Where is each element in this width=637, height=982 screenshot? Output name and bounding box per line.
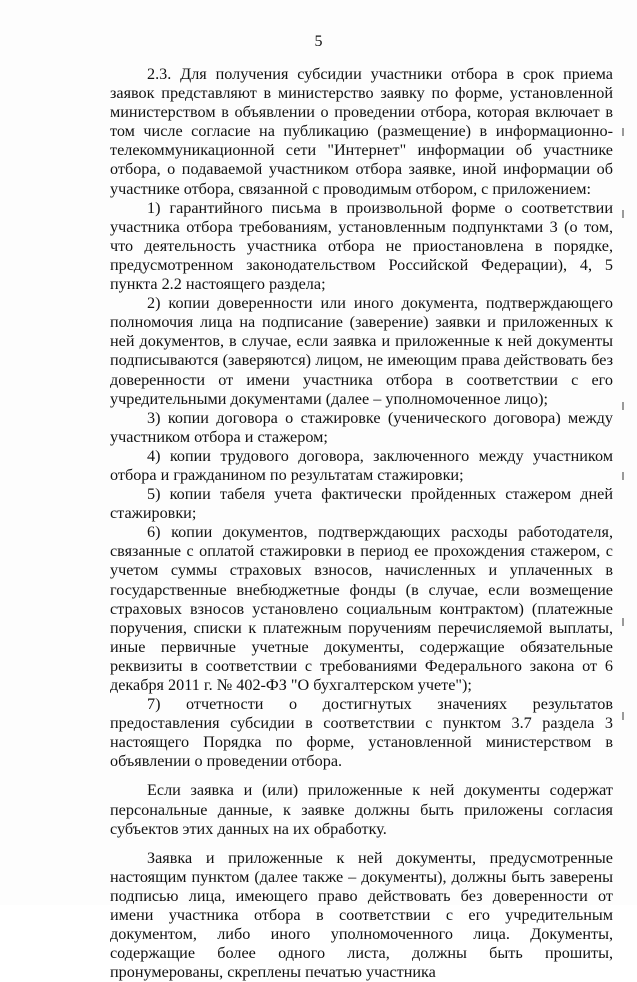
list-item-4: 4) копии трудового договора, заключенного между участником отбора и гражданином по результатам стажировки;	[110, 446, 613, 484]
scan-mark	[622, 128, 624, 136]
paragraph-2-3: 2.3. Для получения субсидии участники отбора в срок приема заявок представляют в министерство заявку по форме, установленной министерством в объявлении о проведении отбора, которая включает в том числе согласие на публикацию (размещение) в информационно-телекоммуникационной сети "Интернет" информации об участнике отбора, о подаваемой участником отбора заявке, иной информации об участнике отбора, связанной с проводимым отбором, с приложением:	[110, 65, 613, 198]
scan-mark	[622, 472, 624, 480]
scan-mark	[622, 210, 624, 218]
list-item-7: 7) отчетности о достигнутых значениях результатов предоставления субсидии в соответствии с пунктом 3.7 раздела 3 настоящего Порядка по форме, установленной министерством в объявлении о проведении отбора.	[110, 695, 613, 771]
scan-mark	[622, 402, 624, 410]
signature-requirements-paragraph: Заявка и приложенные к ней документы, предусмотренные настоящим пунктом (далее также – документы), должны быть заверены подписью лица, имеющего право действовать без доверенности от имени участника отбора в соответствии с его учредительным документом, либо иного уполномоченного лица. Документы, содержащие более одного листа, должны быть прошиты, пронумерованы, скреплены печатью участника	[110, 848, 613, 982]
list-item-1: 1) гарантийного письма в произвольной форме о соответствии участника отбора требованиям, установленным подпунктами 3 (о том, что деятельность участника отбора не приостановлена в порядке, предусмотренном законодательством Российской Федерации), 4, 5 пункта 2.2 настоящего раздела;	[110, 198, 613, 294]
scan-mark	[622, 618, 624, 626]
list-item-5: 5) копии табеля учета фактически пройденных стажером дней стажировки;	[110, 485, 613, 523]
document-body	[110, 65, 613, 982]
list-item-3: 3) копии договора о стажировке (ученического договора) между участником отбора и стажером;	[110, 408, 613, 446]
scan-mark	[622, 712, 624, 720]
list-item-2: 2) копии доверенности или иного документа, подтверждающего полномочия лица на подписание (заверение) заявки и приложенных к ней документов, в случае, если заявка и приложенные к ней документы подписываются (заверяются) лицом, не имеющим права действовать без доверенности от имени участника отбора в соответствии с его учредительными документами (далее – уполномоченное лицо);	[110, 294, 613, 408]
personal-data-paragraph: Если заявка и (или) приложенные к ней документы содержат персональные данные, к заявке должны быть приложены согласия субъектов этих данных на их обработку.	[110, 781, 613, 838]
page-number: 5	[314, 33, 323, 50]
list-item-6: 6) копии документов, подтверждающих расходы работодателя, связанные с оплатой стажировки в период ее прохождения стажером, с учетом суммы страховых взносов, начисленных и уплаченных в государственные внебюджетные фонды (в случае, если возмещение страховых взносов установлено социальным контрактом) (платежные поручения, списки к платежным поручениям перечисляемой выплаты, иные первичные учетные документы, содержащие обязательные реквизиты в соответствии с требованиями Федерального закона от 6 декабря 2011 г. № 402-ФЗ "О бухгалтерском учете");	[110, 523, 613, 694]
